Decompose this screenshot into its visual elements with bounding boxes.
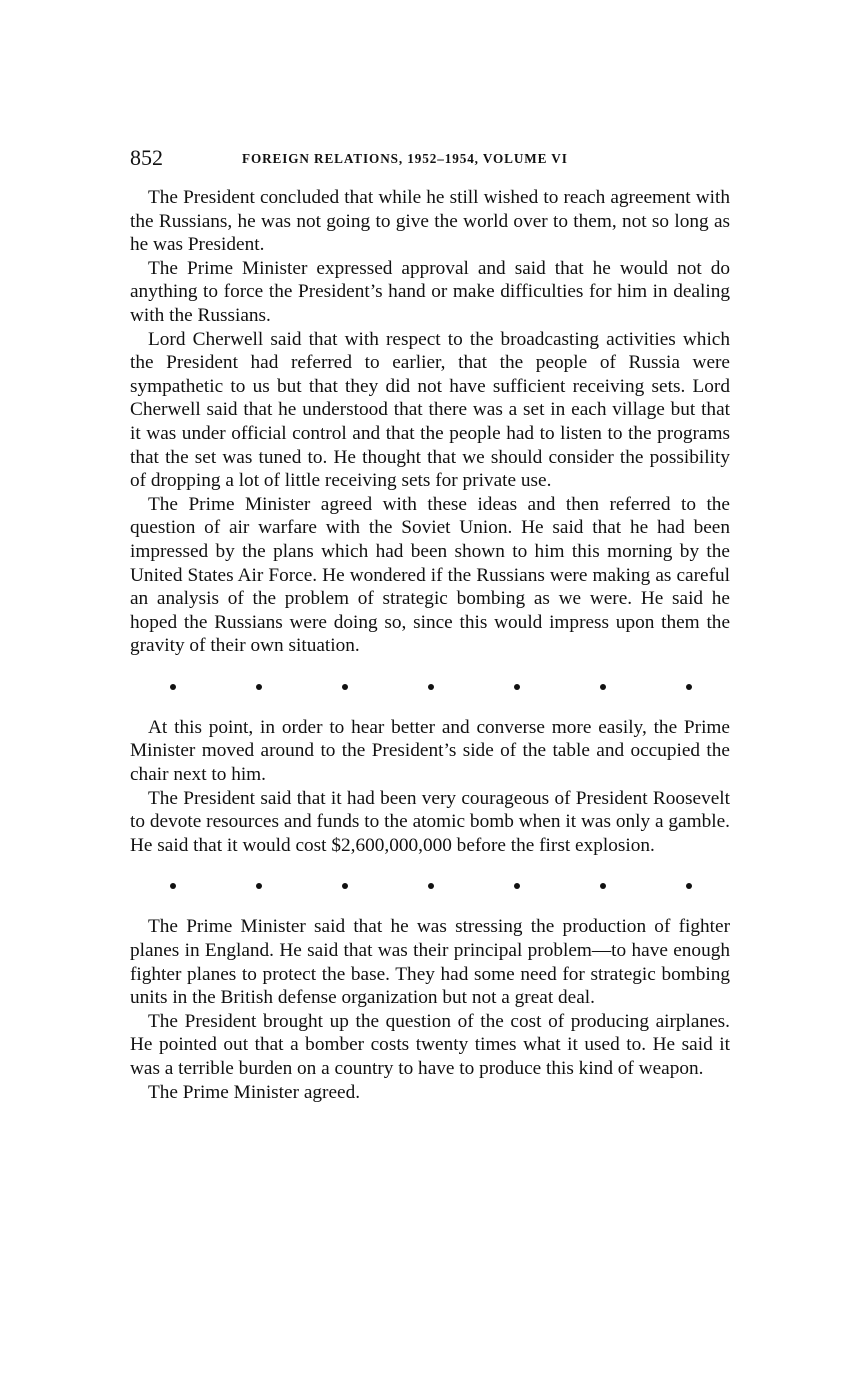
paragraph: At this point, in order to hear better and converse more easily, the Prime Minister moved around to the President’s side of the table and occupied the chair next to him. bbox=[130, 716, 730, 786]
omission-dot bbox=[256, 883, 262, 889]
running-head: FOREIGN RELATIONS, 1952–1954, VOLUME VI bbox=[242, 151, 568, 166]
paragraph: The President concluded that while he still wished to reach agreement with the Russians, he was not going to give the world over to them, not so long as he was President. bbox=[130, 187, 730, 256]
omission-marker bbox=[130, 857, 730, 915]
page-header bbox=[130, 144, 730, 174]
omission-dot bbox=[256, 684, 262, 690]
omission-dot bbox=[342, 684, 348, 690]
paragraph: The Prime Minister agreed. bbox=[148, 1081, 361, 1103]
omission-dot bbox=[686, 684, 692, 690]
paragraph: The President said that it had been very courageous of President Roosevelt to devote resources and funds to the atomic bomb when it was only a gamble. He said that it would cost $2,600,000,000 before the first explosion. bbox=[130, 787, 730, 856]
document-body bbox=[130, 186, 730, 1104]
omission-dot bbox=[686, 883, 692, 889]
omission-dot bbox=[600, 684, 606, 690]
omission-dot bbox=[428, 883, 434, 889]
omission-dot bbox=[342, 883, 348, 889]
omission-dot bbox=[600, 883, 606, 889]
omission-dot bbox=[514, 883, 520, 889]
paragraph: The Prime Minister expressed approval and said that he would not do anything to force the President’s hand or make difficulties for him in dealing with the Russians. bbox=[130, 257, 730, 326]
omission-dot bbox=[428, 684, 434, 690]
omission-dot bbox=[170, 883, 176, 889]
omission-dot bbox=[170, 684, 176, 690]
paragraph: Lord Cherwell said that with respect to the broadcasting activities which the President had referred to earlier, that the people of Russia were sympathetic to us but that they did not have sufficient receiving sets. Lord Cherwell said that he understood that there was a set in each village but that it was under official control and that the people had to listen to the programs that the set was tuned to. He thought that we should consider the possibility of dropping a lot of little receiving sets for private use. bbox=[130, 328, 730, 492]
paragraph: The President brought up the question of the cost of producing airplanes. He pointed out that a bomber costs twenty times what it used to. He said it was a terrible burden on a country to have to produce this kind of weapon. bbox=[130, 1010, 730, 1079]
paragraph: The Prime Minister said that he was stressing the production of fighter planes in England. He said that was their principal problem—to have enough fighter planes to protect the base. They had some need for strategic bombing units in the British defense organization but not a great deal. bbox=[130, 916, 730, 1009]
omission-marker bbox=[130, 658, 730, 716]
page-number: 852 bbox=[130, 145, 163, 170]
omission-dot bbox=[514, 684, 520, 690]
paragraph: The Prime Minister agreed with these ideas and then referred to the question of air warfare with the Soviet Union. He said that he had been impressed by the plans which had been shown to him this morning by the United States Air Force. He wondered if the Russians were making as careful an analysis of the problem of strategic bombing as we were. He said he hoped the Russians were doing so, since this would impress upon them the gravity of their own situation. bbox=[130, 493, 730, 657]
